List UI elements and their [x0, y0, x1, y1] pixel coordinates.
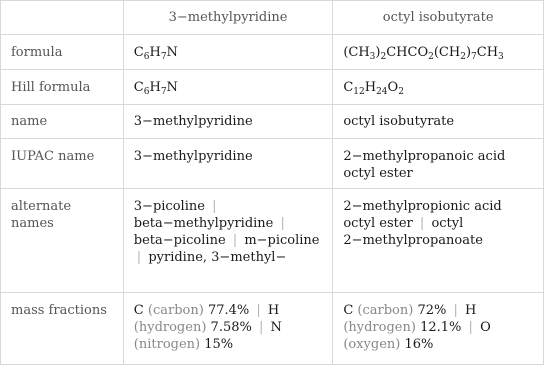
table-row-alternate-names: [1, 189, 544, 293]
formula-part: ): [375, 44, 381, 60]
formula-part: H: [149, 79, 161, 95]
alternate-name: octyl 2−methylpropanoate: [343, 216, 483, 248]
formula-subscript: 2: [428, 51, 434, 62]
mass-fraction-value: 77.4%: [207, 303, 250, 318]
table-row-name: [1, 105, 544, 139]
alternate-name: beta−picoline: [133, 233, 226, 248]
alternate-name: 3−picoline: [133, 199, 205, 214]
separator: |: [280, 216, 285, 231]
row-label-mass-fractions: mass fractions: [1, 293, 124, 365]
formula-part: N: [166, 44, 178, 60]
mass-fractions-cell-2: [333, 293, 544, 365]
formula-subscript: 24: [376, 86, 388, 97]
formula-part: H: [149, 44, 161, 60]
formula-part: ): [465, 44, 472, 60]
formula-subscript: 12: [353, 86, 365, 97]
separator: |: [468, 320, 473, 335]
formula-part: C: [343, 79, 354, 95]
row-label-hill-formula: Hill formula: [1, 70, 124, 105]
element-name: (carbon): [357, 303, 414, 318]
mass-fraction-value: 12.1%: [420, 320, 462, 335]
element-symbol: O: [480, 320, 491, 335]
row-label-alternate-names: alternate names: [1, 189, 124, 293]
formula-subscript: 3: [498, 51, 504, 62]
formula-subscript: 2: [380, 51, 387, 62]
formula-subscript: 2: [398, 86, 404, 97]
formula-part: C: [133, 79, 144, 95]
mass-fraction-value: 16%: [404, 337, 434, 352]
alternate-name: 2−methylpropionic acid octyl ester: [343, 199, 502, 231]
table-row-mass-fractions: [1, 293, 544, 365]
iupac-name-cell-1: 3−methylpyridine: [123, 139, 333, 189]
table-row-iupac-name: [1, 139, 544, 189]
formula-part: CHCO: [386, 44, 429, 60]
formula-cell-1: [123, 35, 333, 70]
formula-part: (CH: [343, 44, 370, 60]
column-header-3-methylpyridine: 3−methylpyridine: [123, 1, 333, 35]
formula-subscript: 3: [369, 51, 376, 62]
alternate-name: pyridine, 3−methyl−: [148, 250, 287, 265]
formula-subscript: 7: [160, 51, 167, 62]
element-symbol: H: [465, 303, 477, 318]
alternate-name: beta−methylpyridine: [133, 216, 274, 231]
separator: |: [453, 303, 458, 318]
alternate-names-cell-2: [333, 189, 544, 293]
separator: |: [256, 303, 261, 318]
table-header-row: [1, 1, 544, 35]
separator: |: [212, 199, 217, 214]
name-cell-1: 3−methylpyridine: [123, 105, 333, 139]
separator: |: [232, 233, 238, 248]
separator: |: [259, 320, 264, 335]
element-symbol: C: [133, 303, 144, 318]
header-empty-cell: [1, 1, 124, 35]
element-name: (hydrogen): [133, 320, 207, 335]
formula-cell-2: [333, 35, 544, 70]
table-row-formula: [1, 35, 544, 70]
iupac-name-cell-2: 2−methylpropanoic acid octyl ester: [333, 139, 544, 189]
column-header-octyl-isobutyrate: octyl isobutyrate: [333, 1, 544, 35]
element-symbol: N: [270, 320, 282, 335]
formula-part: H: [364, 79, 377, 95]
mass-fraction-value: 7.58%: [210, 320, 252, 335]
element-symbol: C: [343, 303, 354, 318]
separator: |: [419, 216, 425, 231]
row-label-iupac-name: IUPAC name: [1, 139, 124, 189]
formula-subscript: 6: [143, 86, 150, 97]
formula-part: N: [166, 79, 178, 95]
formula-subscript: 6: [143, 51, 150, 62]
alternate-name: m−picoline: [244, 233, 320, 248]
hill-formula-cell-1: [123, 70, 333, 105]
element-name: (hydrogen): [343, 320, 416, 335]
row-label-formula: formula: [1, 35, 124, 70]
alternate-names-cell-1: [123, 189, 333, 293]
element-name: (oxygen): [343, 337, 401, 352]
mass-fraction-value: 15%: [204, 337, 234, 352]
element-symbol: H: [267, 303, 280, 318]
formula-part: C: [133, 44, 144, 60]
formula-subscript: 7: [471, 51, 477, 62]
mass-fraction-value: 72%: [417, 303, 447, 318]
hill-formula-cell-2: [333, 70, 544, 105]
formula-subscript: 7: [160, 86, 167, 97]
element-name: (nitrogen): [133, 337, 201, 352]
table-row-hill-formula: [1, 70, 544, 105]
formula-part: CH: [476, 44, 499, 60]
element-name: (carbon): [147, 303, 204, 318]
formula-part: O: [387, 79, 399, 95]
formula-subscript: 2: [460, 51, 466, 62]
name-cell-2: octyl isobutyrate: [333, 105, 544, 139]
separator: |: [136, 250, 142, 265]
row-label-name: name: [1, 105, 124, 139]
mass-fractions-cell-1: [123, 293, 333, 365]
formula-part: (CH: [433, 44, 461, 60]
